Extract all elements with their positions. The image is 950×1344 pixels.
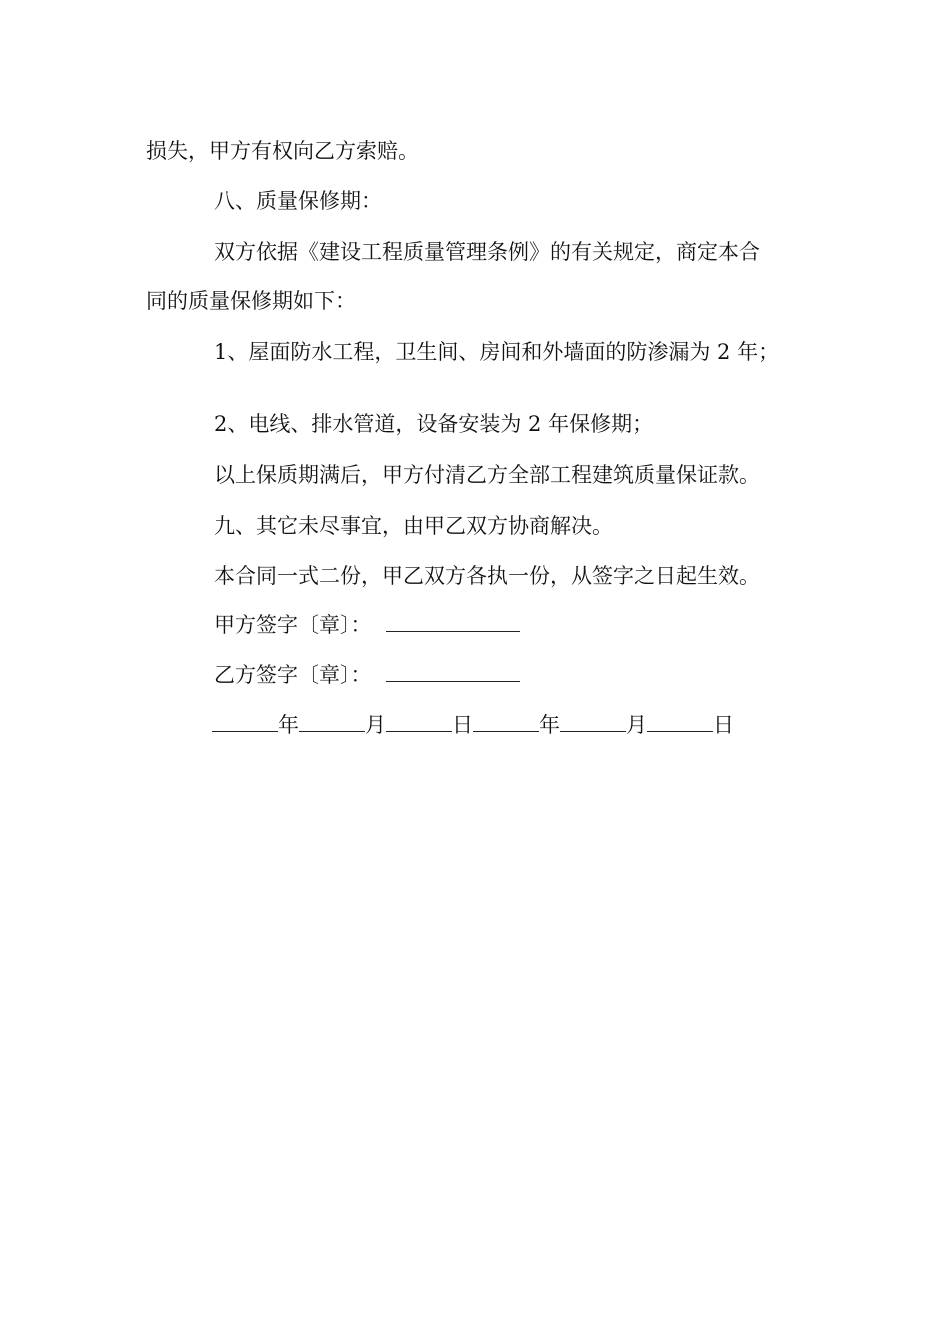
year-1-blank[interactable] — [212, 711, 278, 732]
section-other-matters: 九、其它未尽事宜，由甲乙双方协商解决。 — [214, 514, 613, 538]
section-heading-warranty: 八、质量保修期： — [214, 189, 382, 213]
month-1-blank[interactable] — [299, 711, 365, 732]
party-b-signature-label: 乙方签字〔章〕： — [214, 663, 372, 687]
party-b-signature-row — [214, 661, 520, 689]
year-1-label: 年 — [278, 713, 299, 737]
day-2-label: 日 — [713, 713, 734, 737]
party-a-signature-label: 甲方签字〔章〕： — [214, 613, 372, 637]
year-2-blank[interactable] — [473, 711, 539, 732]
day-1-blank[interactable] — [386, 711, 452, 732]
day-2-blank[interactable] — [647, 711, 713, 732]
warranty-item-electrical: 2、电线、排水管道，设备安装为 2 年保修期； — [214, 412, 654, 436]
paragraph-warranty-basis-line2: 同的质量保修期如下： — [146, 289, 356, 313]
paragraph-copies: 本合同一式二份，甲乙双方各执一份，从签字之日起生效。 — [214, 564, 760, 588]
party-a-signature-row — [214, 611, 520, 639]
month-2-label: 月 — [626, 713, 647, 737]
party-a-signature-blank[interactable] — [386, 611, 520, 632]
paragraph-loss-claim: 损失，甲方有权向乙方索赔。 — [146, 139, 419, 163]
date-row — [212, 711, 734, 739]
month-2-blank[interactable] — [560, 711, 626, 732]
day-1-label: 日 — [452, 713, 473, 737]
year-2-label: 年 — [539, 713, 560, 737]
month-1-label: 月 — [365, 713, 386, 737]
paragraph-warranty-basis-line1: 双方依据《建设工程质量管理条例》的有关规定，商定本合 — [214, 240, 760, 264]
warranty-item-roof: 1、屋面防水工程，卫生间、房间和外墙面的防渗漏为 2 年； — [214, 340, 780, 364]
party-b-signature-blank[interactable] — [386, 661, 520, 682]
paragraph-settlement: 以上保质期满后，甲方付清乙方全部工程建筑质量保证款。 — [214, 463, 760, 487]
